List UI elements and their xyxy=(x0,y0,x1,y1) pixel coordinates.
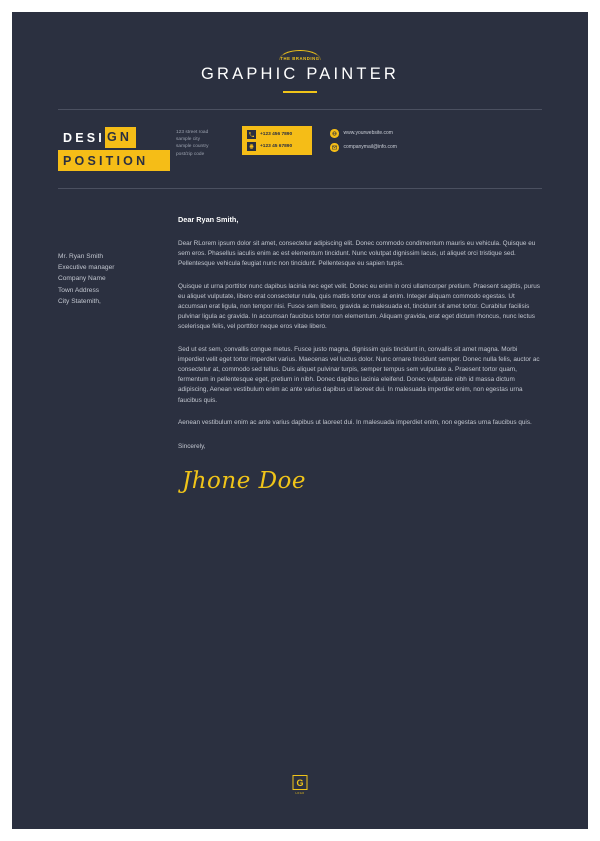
header-badge-text: THE BRANDING xyxy=(280,56,320,61)
recipient-address: Town Address xyxy=(58,286,100,294)
recipient-company: Company Name xyxy=(58,275,106,283)
phone-primary-text: +123 456 7890 xyxy=(260,132,293,137)
logo-letter: G xyxy=(293,775,308,790)
website-text: www.yourwebsite.com xyxy=(343,130,393,136)
website-row[interactable] xyxy=(330,129,397,138)
salutation: Dear Ryan Smith, xyxy=(178,215,239,224)
phone-secondary-text: +123 45 67890 xyxy=(260,144,293,149)
email-text: companymail@info.com xyxy=(343,144,397,150)
address-line-3: sample country xyxy=(176,144,209,150)
badge-position-text: POSITION xyxy=(63,153,149,168)
recipient-city: City Statemith, xyxy=(58,297,101,305)
address-line-4: post/zip code xyxy=(176,151,205,157)
letter-paragraph-4: Aenean vestibulum enim ac ante varius dapibus ut laoreet dui. In malesuada imperdiet enim, non egestas urna faucibus quis. xyxy=(178,418,532,426)
header-arc-decoration xyxy=(279,50,321,60)
letter-paragraph-3: Sed ut est sem, convallis congue metus. Fusce justo magna, dignissim quis tincidunt in, convallis sit amet magna. Morbi imperdiet velit eget tortor imperdiet varius. Maecenas vel luctus dolor. Nunc ornare tincidunt semper. Donec nulla felis, auctor ac consectetur at, commodo sed tellus. Duis aliquet pulvinar turpis, semper tempus sem vulputate a. Praesent tortor quam, fermentum in pellentesque eget, pretium in nibh. Donec dapibus lacinia eleifend. Donec vulputate nibh id massa dictum adipiscing, Aenean vestibulum enim ac ante varius dapibus ut laoreet dui. In malesuada imperdiet enim, non egestas urna faucibus quis. xyxy=(178,345,540,404)
globe-icon xyxy=(330,129,339,138)
logo-subtext: LOGO xyxy=(295,791,305,795)
phone-icon xyxy=(247,130,256,139)
design-position-badge xyxy=(58,126,176,171)
recipient-name: Mr. Ryan Smith xyxy=(58,253,104,260)
letter-body xyxy=(12,189,588,494)
address-line-2: sample city xyxy=(176,137,200,143)
letter-closing: Sincerely, xyxy=(178,443,206,451)
email-row[interactable] xyxy=(330,143,397,152)
recipient-block xyxy=(58,215,170,494)
footer-logo xyxy=(292,775,309,795)
badge-line-two xyxy=(58,150,170,171)
phone-block xyxy=(242,126,312,155)
contact-info-bar xyxy=(12,110,588,171)
signature: Jhone Doe xyxy=(182,468,307,495)
fax-icon xyxy=(247,142,256,151)
title-underline xyxy=(283,91,317,93)
address-block xyxy=(176,126,238,158)
phone-secondary-row[interactable] xyxy=(247,142,307,151)
letter-content xyxy=(170,215,542,494)
letter-page xyxy=(12,12,588,829)
web-block xyxy=(330,126,397,152)
letter-paragraph-1: Dear RLorem ipsum dolor sit amet, consectetur adipiscing elit. Donec commodo condimentum mauris eu vehicula. Quisque eu sem eros. Phasellus iaculis enim ac est elementum tincidunt. Nunc volutpat dignissim lacus, ut aliquet orci tristique sed. Pellentesque vehicula feugiat nunc non tincidunt. Pellentesque eu sapien turpis. xyxy=(178,240,536,268)
badge-design-highlight: GN xyxy=(105,127,136,148)
address-line-1: 123 street road xyxy=(176,130,209,135)
envelope-icon xyxy=(330,143,339,152)
recipient-role: Executive manager xyxy=(58,264,115,272)
badge-line-one xyxy=(58,127,176,148)
page-title: GRAPHIC PAINTER xyxy=(200,65,400,83)
document-header xyxy=(12,12,588,93)
letter-paragraph-2: Quisque ut urna porttitor nunc dapibus lacinia nec eget velit. Donec eu enim in orci ullamcorper pretium. Praesent sagittis, purus eu aliquet vulputate, libero erat consectetur nulla, quis mattis tortor eros at enim. Integer aliquam commodo egestas. Ut accumsan erat ligula, non tempor nisi. Fusce sem libero, gravida ac malesuada et, tincidunt sit amet tortor. Curabitur facilisis pulvinar ligula ac gravida. In accumsan faucibus tortor non elementum. Aliquam gravida, erat eget dictum rhoncus, nunc lectus scelerisque felis, vel porttitor neque eros vitae libero. xyxy=(178,282,540,331)
phone-primary-row[interactable] xyxy=(247,130,307,139)
badge-design-text: DESI xyxy=(63,130,105,145)
